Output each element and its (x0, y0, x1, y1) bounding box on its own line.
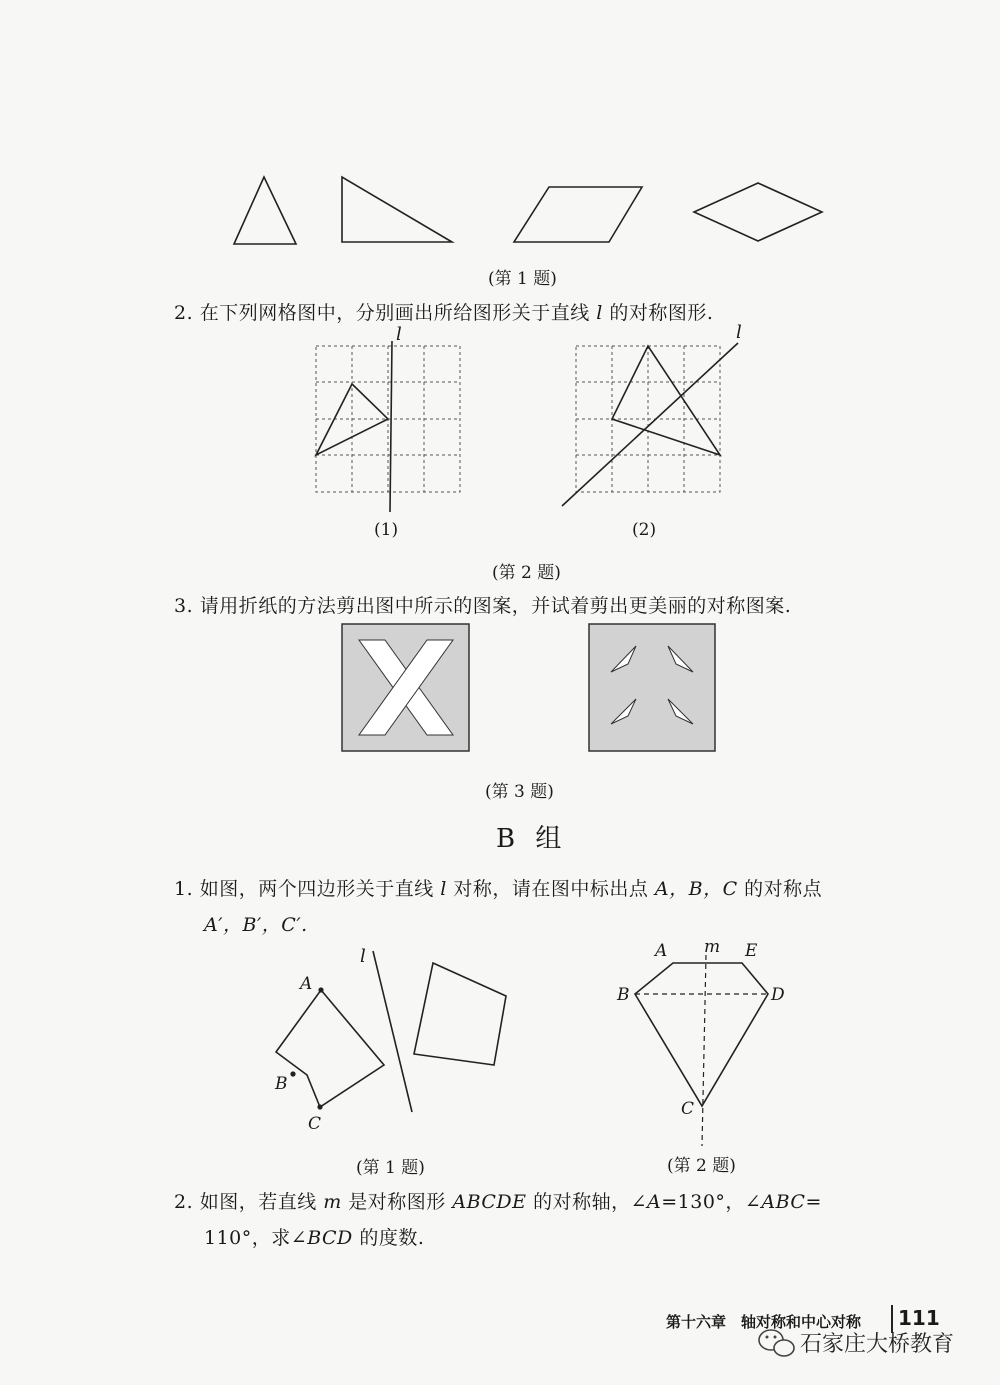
b2-label-d: D (771, 985, 785, 1005)
b2-line2-a: 110°，求∠ (204, 1227, 308, 1249)
b2-line2-b: 的度数. (352, 1227, 425, 1249)
q2-text-a: 在下列网格图中，分别画出所给图形关于直线 (199, 302, 597, 324)
q3-caption: (第 3 题) (485, 782, 554, 802)
group-b-title: B 组 (496, 824, 568, 854)
b1-label-a: A (300, 974, 313, 994)
watermark-text: 石家庄大桥教育 (800, 1332, 955, 1357)
b1-text-a: 如图，两个四边形关于直线 (199, 878, 441, 900)
grid1-axis-label: l (396, 324, 402, 345)
b2-angle-abc: ABC (761, 1191, 806, 1213)
b2-label-b: B (617, 985, 630, 1005)
b2-angle-a: A (647, 1191, 662, 1213)
b1-axis-label: l (360, 946, 366, 967)
b2-line1-e: = (805, 1191, 822, 1213)
b2-caption: (第 2 题) (667, 1156, 736, 1176)
q2-text-b: 的对称图形. (602, 302, 714, 324)
b2-label-a: A (655, 941, 668, 961)
b2-line1-a: 如图，若直线 (199, 1191, 324, 1213)
b2-figure-name: ABCDE (452, 1191, 527, 1213)
b2-angle-bcd: BCD (307, 1227, 353, 1249)
b2-number: 2. (174, 1191, 194, 1213)
grid2-axis-label: l (736, 322, 742, 343)
b2-line1-d: =130°，∠ (661, 1191, 762, 1213)
b1-label-b: B (275, 1074, 288, 1094)
b2-label-c: C (681, 1099, 695, 1119)
grid2-sublabel: (2) (632, 520, 657, 540)
b2-line1-c: 的对称轴，∠ (526, 1191, 648, 1213)
b2-label-m: m (704, 937, 721, 957)
b1-points: A，B，C (654, 878, 738, 900)
b1-label-c: C (308, 1114, 322, 1134)
b2-var-m: m (323, 1191, 342, 1213)
q3-body: 请用折纸的方法剪出图中所示的图案，并试着剪出更美丽的对称图案. (199, 595, 792, 617)
b1-number: 1. (174, 878, 194, 900)
q2-number: 2. (174, 302, 194, 324)
b1-var-l: l (440, 878, 447, 900)
b1-text-b: 对称，请在图中标出点 (446, 878, 655, 900)
footer-chapter-title: 第十六章 轴对称和中心对称 (666, 1313, 862, 1331)
b1-text-c: 的对称点 (737, 878, 823, 900)
page-number: 111 (898, 1306, 940, 1330)
q2-caption: (第 2 题) (492, 563, 561, 583)
b1-text-line2: A′，B′，C′. (204, 914, 308, 936)
b2-line1-b: 是对称图形 (341, 1191, 453, 1213)
q2-var-l: l (596, 302, 603, 324)
grid1-sublabel: (1) (374, 520, 399, 540)
b1-caption: (第 1 题) (356, 1158, 425, 1178)
b2-label-e: E (745, 941, 758, 961)
q1-caption: (第 1 题) (488, 269, 557, 289)
q3-number: 3. (174, 595, 194, 617)
